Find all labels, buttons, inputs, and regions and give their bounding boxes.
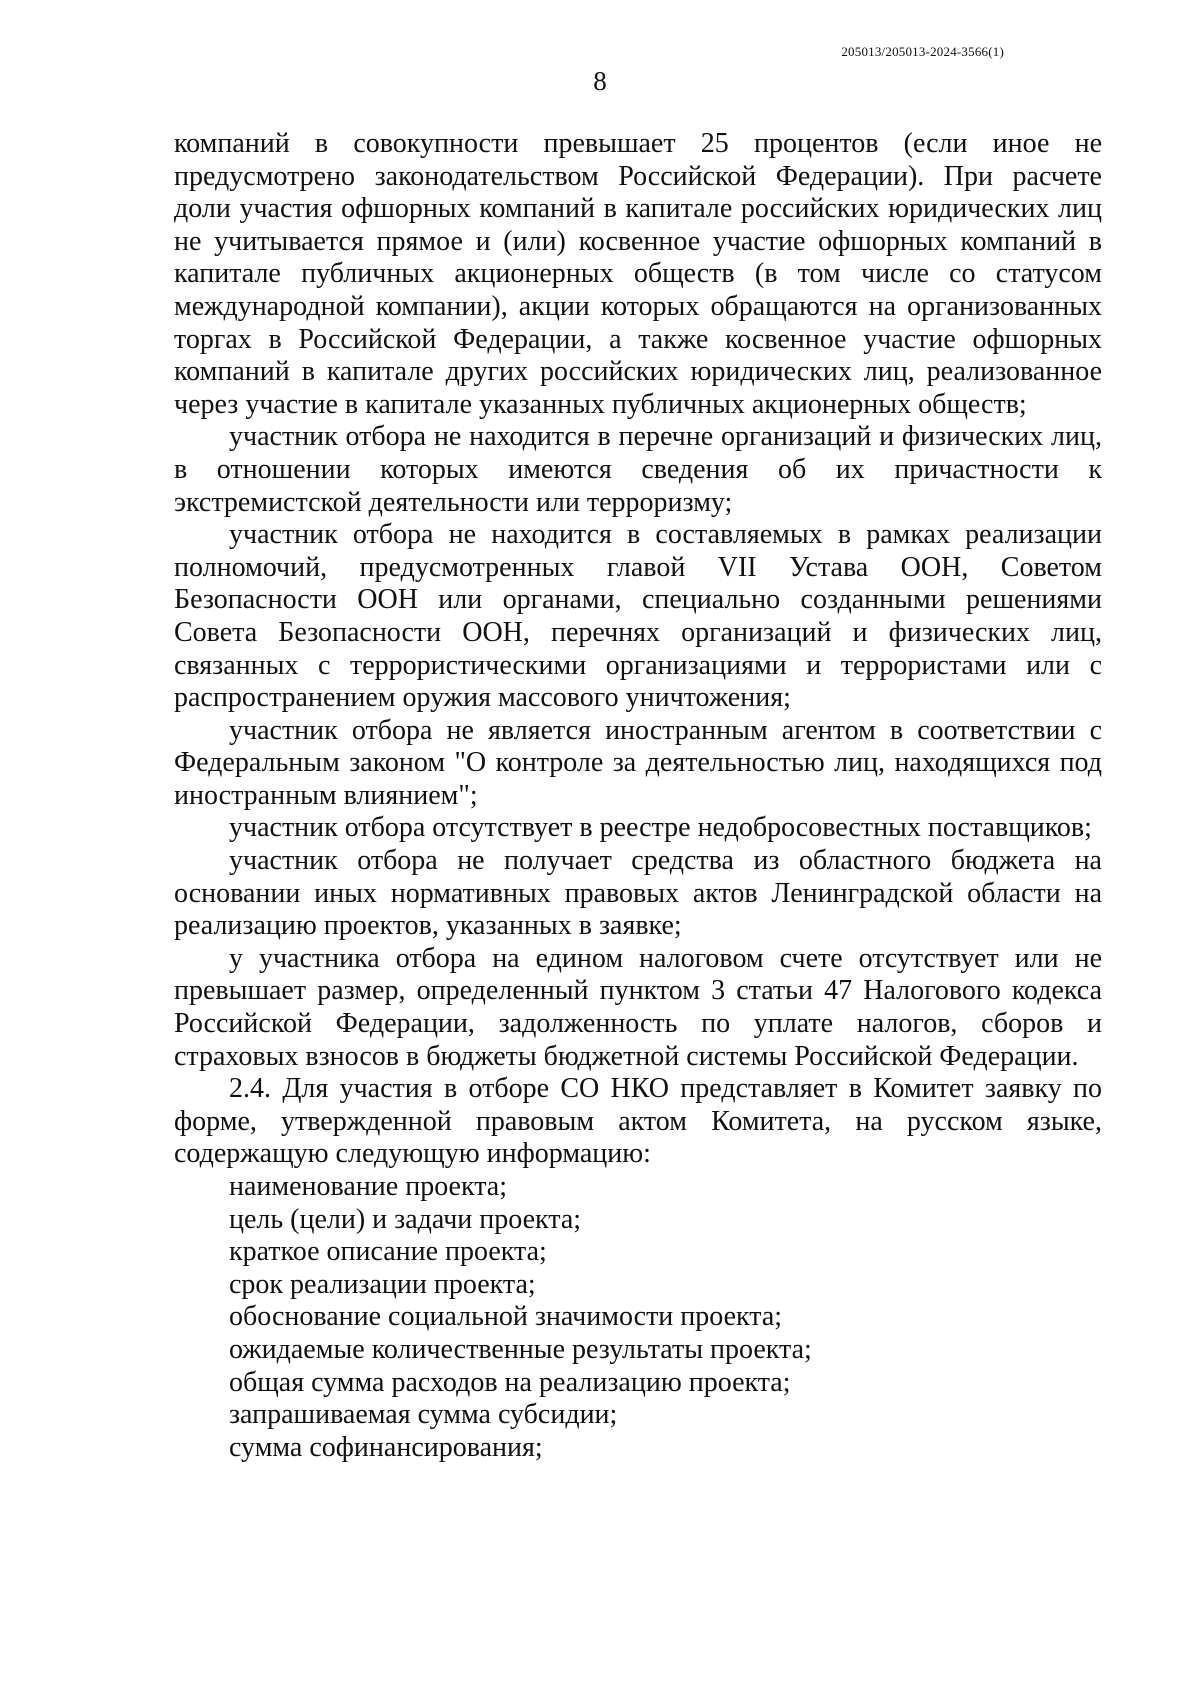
- document-registration-number: 205013/205013-2024-3566(1): [841, 44, 1004, 59]
- paragraph-tax-debt: у участника отбора на едином налоговом счете отсутствует или не превышает размер, определенный пунктом 3 статьи 47 Налогового кодекса Российской Федерации, задолженность по уплате налогов, сборов и страховых взносов в бюджеты бюджетной системы Российской Федерации.: [174, 942, 1102, 1072]
- paragraph-regional-budget: участник отбора не получает средства из областного бюджета на основании иных нормативных правовых актов Ленинградской области на реализацию проектов, указанных в заявке;: [174, 845, 1102, 942]
- list-item: общая сумма расходов на реализацию проекта;: [229, 1366, 791, 1398]
- document-body: [174, 128, 1102, 1464]
- list-item: ожидаемые количественные результаты проекта;: [229, 1333, 812, 1365]
- list-item: краткое описание проекта;: [229, 1236, 547, 1268]
- paragraph-offshore-participation: компаний в совокупности превышает 25 процентов (если иное не предусмотрено законодательством Российской Федерации). При расчете доли участия офшорных компаний в капитале российских юридических лиц не учитывается прямое и (или) косвенное участие офшорных компаний в капитале публичных акционерных обществ (в том числе со статусом международной компании), акции которых обращаются на организованных торгах в Российской Федерации, а также косвенное участие офшорных компаний в капитале других российских юридических лиц, реализованное через участие в капитале указанных публичных акционерных обществ;: [174, 128, 1102, 420]
- paragraph-un-sanctions-list: участник отбора не находится в составляемых в рамках реализации полномочий, предусмотренных главой VII Устава ООН, Советом Безопасности ООН или органами, специально созданными решениями Совета Безопасности ООН, перечнях организаций и физических лиц, связанных с террористическими организациями и террористами или с распространением оружия массового уничтожения;: [174, 519, 1102, 714]
- list-item: срок реализации проекта;: [229, 1268, 536, 1300]
- list-item: запрашиваемая сумма субсидии;: [229, 1399, 618, 1431]
- list-item: наименование проекта;: [229, 1171, 507, 1202]
- paragraph-extremism-list: участник отбора не находится в перечне организаций и физических лиц, в отношении которых имеются сведения об их причастности к экстремистской деятельности или терроризму;: [174, 421, 1102, 518]
- list-item: цель (цели) и задачи проекта;: [229, 1203, 582, 1235]
- page-number: 8: [593, 66, 607, 96]
- paragraph-unfair-suppliers: участник отбора отсутствует в реестре недобросовестных поставщиков;: [229, 812, 1092, 844]
- paragraph-foreign-agent: участник отбора не является иностранным агентом в соответствии с Федеральным законом "О контроле за деятельностью лиц, находящихся под иностранным влиянием";: [174, 714, 1102, 811]
- list-item: сумма софинансирования;: [229, 1431, 543, 1463]
- list-item: обоснование социальной значимости проекта;: [229, 1301, 783, 1333]
- paragraph-application-requirements: 2.4. Для участия в отборе СО НКО представляет в Комитет заявку по форме, утвержденной правовым актом Комитета, на русском языке, содержащую следующую информацию:: [174, 1073, 1102, 1170]
